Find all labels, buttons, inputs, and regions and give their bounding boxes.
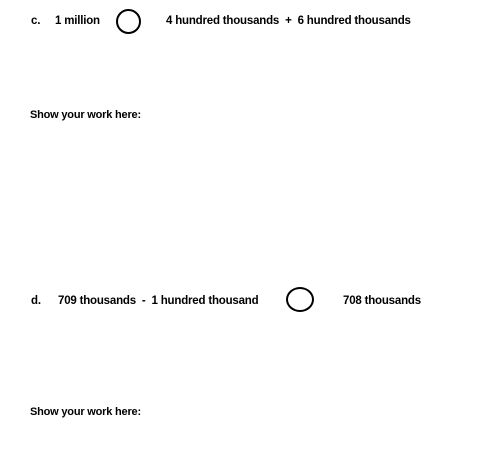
problem-label: c.: [31, 15, 41, 27]
right-expression: 708 thousands: [343, 295, 421, 307]
comparison-circle[interactable]: [286, 287, 314, 312]
comparison-circle[interactable]: [116, 9, 141, 34]
problem-label: d.: [31, 295, 41, 307]
left-expression: 1 million: [55, 15, 100, 27]
work-prompt: Show your work here:: [30, 109, 141, 121]
work-prompt: Show your work here:: [30, 406, 141, 418]
left-expression: 709 thousands - 1 hundred thousand: [58, 295, 259, 307]
right-expression: 4 hundred thousands + 6 hundred thousands: [166, 15, 411, 27]
